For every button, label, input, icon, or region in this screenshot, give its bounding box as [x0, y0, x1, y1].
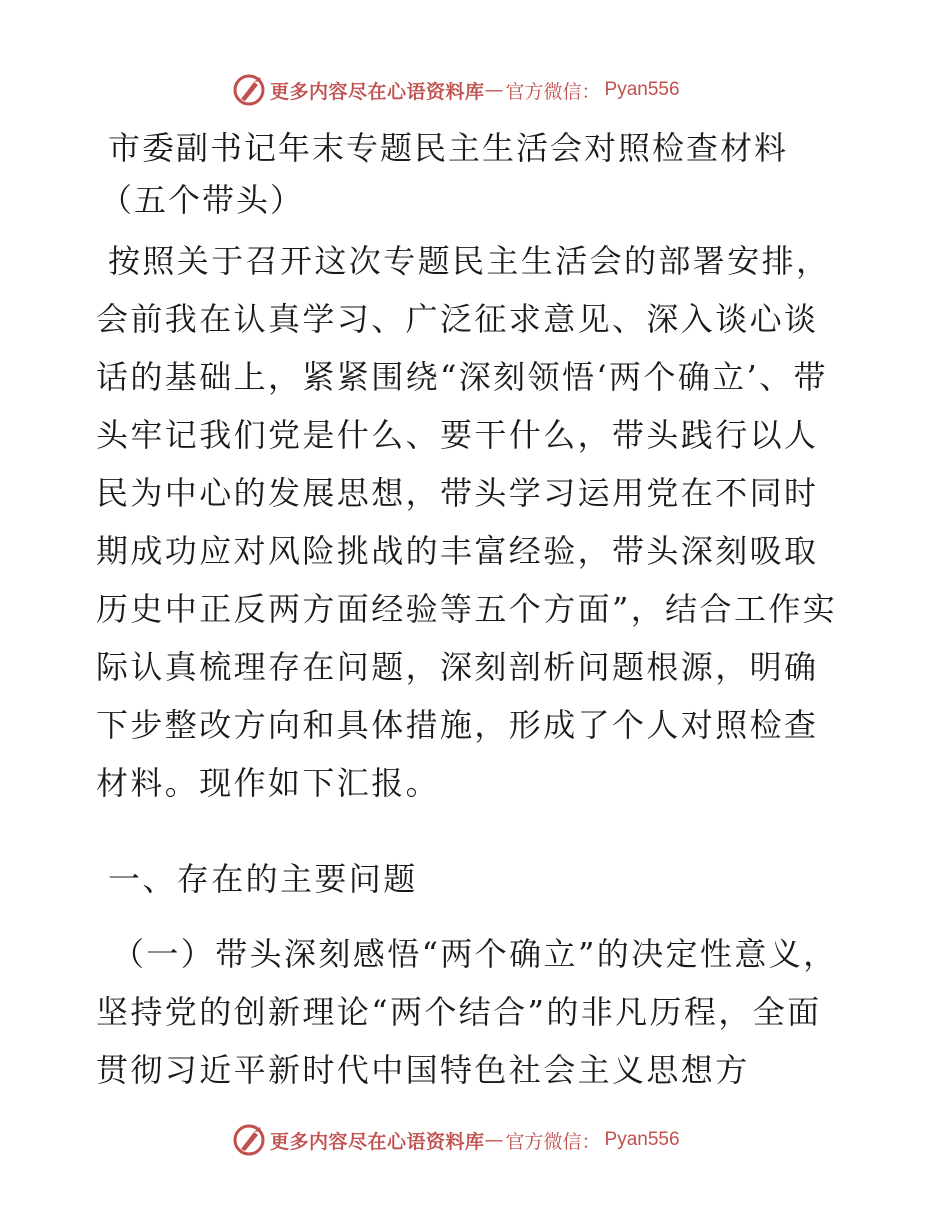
- intro-paragraph: 按照关于召开这次专题民主生活会的部署安排，会前我在认真学习、广泛征求意见、深入谈心谈话的基础上，紧紧围绕“深刻领悟‘两个确立’、带头牢记我们党是什么、要干什么，带头践行以人民为中心的发展思想，带头学习运用党在不同时期成功应对风险挑战的丰富经验，带头深刻吸取历史中正反两方面经验等五个方面”，结合工作实际认真梳理存在问题，深刻剖析问题根源，明确下步整改方向和具体措施，形成了个人对照检查材料。现作如下汇报。: [96, 242, 838, 802]
- watermark-main-text: 更多内容尽在心语资料库: [270, 1130, 485, 1153]
- quill-logo-icon: [232, 73, 266, 107]
- watermark-sub-text: 官方微信：: [505, 1130, 601, 1153]
- watermark-dash: —: [484, 79, 504, 101]
- watermark-main-text: 更多内容尽在心语资料库: [270, 80, 485, 103]
- document-title: [100, 122, 868, 226]
- watermark-sub-text: 官方微信：: [505, 80, 601, 103]
- watermark-wechat-id: Pyan556: [604, 79, 680, 100]
- quill-logo-icon: [232, 1123, 266, 1157]
- watermark-wechat-id: Pyan556: [604, 1129, 680, 1150]
- section-heading: 一、存在的主要问题: [108, 860, 418, 898]
- watermark-dash: —: [484, 1129, 504, 1151]
- title-line-2: （五个带头）: [100, 181, 305, 219]
- subsection-paragraph: （一）带头深刻感悟“两个确立”的决定性意义，坚持党的创新理论“两个结合”的非凡历程，全面贯彻习近平新时代中国特色社会主义思想方: [96, 935, 838, 1089]
- title-line-1: 市委副书记年末专题民主生活会对照检查材料: [108, 129, 789, 167]
- footer-watermark: [232, 1120, 680, 1160]
- header-watermark: [232, 70, 680, 110]
